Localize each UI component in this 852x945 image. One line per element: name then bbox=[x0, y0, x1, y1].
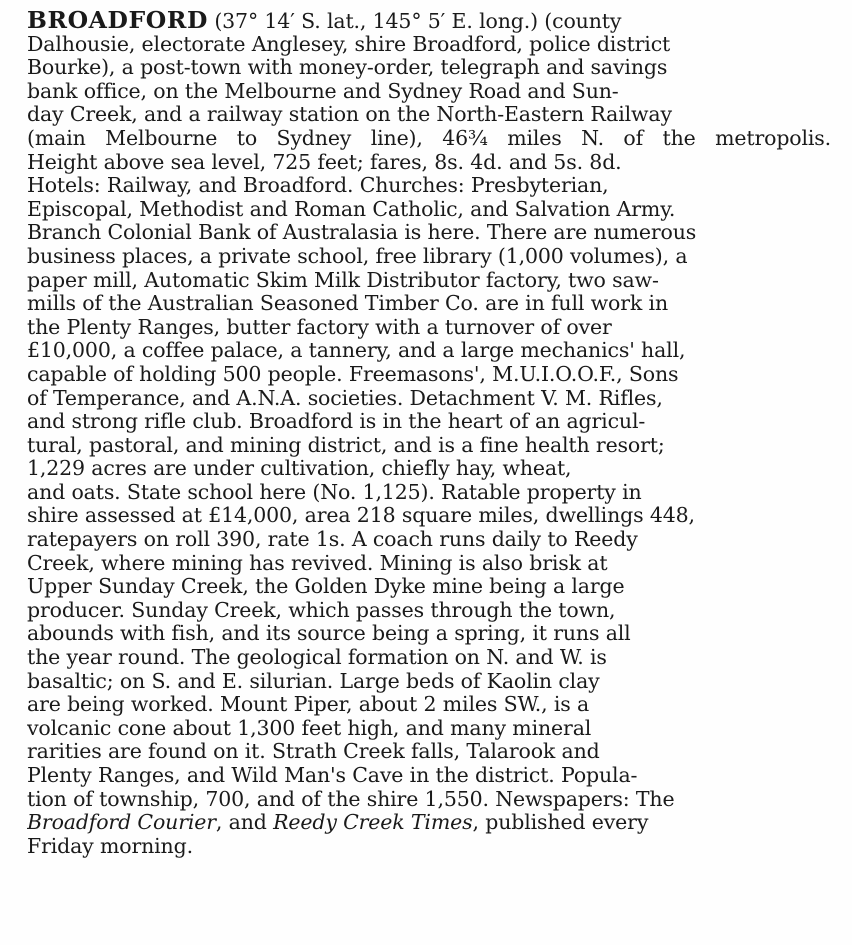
entry-line: Friday morning. bbox=[27, 834, 193, 858]
newspaper-title: Reedy Creek Times bbox=[273, 811, 473, 835]
entry-line: day Creek, and a railway station on the North-Eastern Railway bbox=[27, 103, 672, 127]
entry-line: Branch Colonial Bank of Australasia is here. There are numerous bbox=[27, 221, 697, 245]
entry-line: ratepayers on roll 390, rate 1s. A coach runs daily to Reedy bbox=[27, 528, 638, 552]
entry-line: Episcopal, Methodist and Roman Catholic, and Salvation Army. bbox=[27, 197, 676, 221]
entry-line-text: , and bbox=[215, 811, 274, 835]
newspaper-title: Broadford Courier bbox=[27, 811, 216, 835]
entry-line: tural, pastoral, and mining district, and is a fine health resort; bbox=[27, 433, 665, 457]
entry-line: and strong rifle club. Broadford is in the heart of an agricul- bbox=[27, 410, 646, 434]
entry-line-text: (37° 14′ S. lat., 145° 5′ E. long.) (county bbox=[207, 9, 622, 33]
entry-line: producer. Sunday Creek, which passes through the town, bbox=[27, 598, 616, 622]
entry-line-text: , published every bbox=[472, 811, 649, 835]
entry-line: 1,229 acres are under cultivation, chiefly hay, wheat, bbox=[27, 457, 572, 481]
gazetteer-entry bbox=[27, 9, 831, 858]
entry-line: Hotels: Railway, and Broadford. Churches: Presbyterian, bbox=[27, 174, 609, 198]
entry-line: business places, a private school, free library (1,000 volumes), a bbox=[27, 244, 688, 268]
entry-line bbox=[27, 811, 831, 835]
entry-line: capable of holding 500 people. Freemasons', M.U.I.O.O.F., Sons bbox=[27, 362, 679, 386]
entry-line: Plenty Ranges, and Wild Man's Cave in the district. Popula- bbox=[27, 764, 638, 787]
entry-line: (main Melbourne to Sydney line), 46¾ miles N. of the metropolis. bbox=[27, 126, 831, 150]
entry-line: Creek, where mining has revived. Mining is also brisk at bbox=[27, 551, 608, 575]
entry-line: bank office, on the Melbourne and Sydney Road and Sun- bbox=[27, 79, 619, 103]
entry-line: tion of township, 700, and of the shire 1,550. Newspapers: The bbox=[27, 787, 675, 811]
entry-line: Bourke), a post-town with money-order, telegraph and savings bbox=[27, 56, 668, 80]
entry-line: abounds with fish, and its source being a spring, it runs all bbox=[27, 622, 631, 646]
entry-line: volcanic cone about 1,300 feet high, and many mineral bbox=[27, 716, 592, 740]
entry-line: the year round. The geological formation on N. and W. is bbox=[27, 646, 607, 670]
entry-line bbox=[27, 9, 831, 33]
entry-line: are being worked. Mount Piper, about 2 miles SW., is a bbox=[27, 693, 590, 717]
entry-line: of Temperance, and A.N.A. societies. Detachment V. M. Rifles, bbox=[27, 386, 663, 410]
entry-line: shire assessed at £14,000, area 218 square miles, dwellings 448, bbox=[27, 504, 695, 528]
entry-line: £10,000, a coffee palace, a tannery, and a large mechanics' hall, bbox=[27, 339, 686, 363]
entry-line: Dalhousie, electorate Anglesey, shire Broadford, police district bbox=[27, 32, 671, 56]
entry-line: mills of the Australian Seasoned Timber Co. are in full work in bbox=[27, 292, 668, 316]
entry-headword: BROADFORD bbox=[27, 9, 208, 33]
entry-line: rarities are found on it. Strath Creek falls, Talarook and bbox=[27, 740, 600, 764]
entry-line: basaltic; on S. and E. silurian. Large beds of Kaolin clay bbox=[27, 669, 600, 693]
entry-line: Height above sea level, 725 feet; fares, 8s. 4d. and 5s. 8d. bbox=[27, 150, 622, 174]
entry-line: and oats. State school here (No. 1,125). Ratable property in bbox=[27, 480, 642, 504]
entry-line: paper mill, Automatic Skim Milk Distributor factory, two saw- bbox=[27, 268, 659, 292]
entry-line: Upper Sunday Creek, the Golden Dyke mine being a large bbox=[27, 575, 625, 599]
entry-line: the Plenty Ranges, butter factory with a turnover of over bbox=[27, 315, 612, 339]
